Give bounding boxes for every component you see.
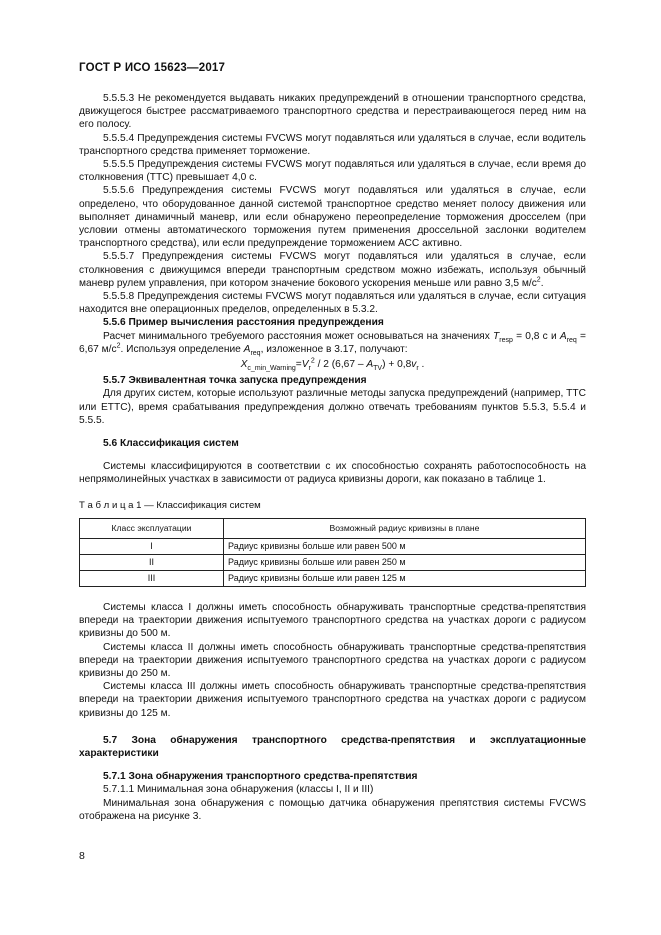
calc-t-symbol: T (493, 330, 500, 342)
calc-a2-sub: req (250, 349, 261, 357)
heading-5-6: 5.6 Классификация систем (103, 438, 239, 450)
table-cell-radius: Радиус кривизны больше или равен 500 м (224, 538, 586, 554)
paragraph-classification: Системы классифицируются в соответствии с их способностью сохранять работоспособность на непрямолинейных участках в зависимости от радиуса кривизны дороги, как показано в таблице 1. (79, 461, 586, 486)
table-cell-radius: Радиус кривизны больше или равен 125 м (224, 570, 586, 586)
calc-a-sub: req (566, 336, 577, 344)
formula-v-sub: r (308, 365, 311, 373)
calc-a-symbol: A (559, 330, 567, 342)
paragraph-5-5-5-7-sup: 2 (536, 276, 541, 284)
paragraph-5-5-5-7 (79, 250, 586, 290)
paragraph-5-5-5-6: 5.5.5.6 Предупреждения системы FVCWS могут подавляться или удаляться в случае, если определено, что оборудованное данной системой транспортное средство меняет полосу движения или выполняет динамичный маневр, или если обнаружено переопределение торможения дросселем (при условии отмены автоматического торможения путем применения дроссельной заслонки водителем транспортного средства), или если предупреждение торможением АСС активно. (79, 185, 586, 250)
calc-sup: 2 (116, 342, 121, 350)
document-header: ГОСТ Р ИСО 15623—2017 (79, 62, 226, 74)
heading-5-5-6: 5.5.6 Пример вычисления расстояния предупреждения (103, 317, 384, 329)
page-number: 8 (79, 850, 85, 862)
table-row (80, 538, 586, 554)
formula-v-sup: 2 (310, 357, 315, 365)
table-cell-class: I (80, 538, 224, 554)
paragraph-class-1: Системы класса I должны иметь способность обнаруживать транспортные средства-препятствия впереди на траектории движения испытуемого транспортного средства на участках дороги с радиусом кривизны до 500 м. (79, 601, 586, 640)
table-row (80, 554, 586, 570)
heading-5-7: 5.7 Зона обнаружения транспортного средства-препятствия и эксплуатационные характеристики (79, 734, 586, 759)
paragraph-min-zone: Минимальная зона обнаружения с помощью датчика обнаружения препятствия системы FVCWS отображена на рисунке 3. (79, 797, 586, 822)
paragraph-5-5-5-7-end: . (540, 277, 544, 289)
calc-text-4: . Используя определение (120, 343, 244, 355)
formula-a: A (366, 359, 374, 371)
paragraph-5-5-5-5: 5.5.5.5 Предупреждения системы FVCWS могут подавляться или удаляться в случае, если время до столкновения (ТТС) превышает 4,0 с. (79, 159, 586, 184)
formula-a-sub: TV (373, 365, 383, 373)
page-body (79, 92, 586, 823)
table-header-radius: Возможный радиус кривизны в плане (224, 518, 586, 538)
paragraph-class-3: Системы класса III должны иметь способность обнаруживать транспортные средства-препятствия впереди на траектории движения испытуемого транспортного средства на участках дороги с радиусом кривизны до 125 м. (79, 681, 586, 719)
heading-5-7-1: 5.7.1 Зона обнаружения транспортного средства-препятствия (103, 771, 418, 783)
table-header-class: Класс эксплуатации (80, 518, 224, 538)
formula-x: X (240, 359, 248, 371)
calc-text-2: = 0,8 с и (512, 330, 560, 342)
table-header-row (80, 518, 586, 538)
formula-eq: = (295, 359, 302, 371)
calc-text-1: Расчет минимального требуемого расстояния может основываться на значениях (103, 330, 494, 342)
paragraph-5-5-5-8: 5.5.5.8 Предупреждения системы FVCWS могут подавляться или удаляться в случае, если ситуация находится вне операционных пределов, определенных в 5.3.2. (79, 291, 586, 316)
formula-end: ) + 0,8 (382, 359, 412, 371)
table-cell-radius: Радиус кривизны больше или равен 250 м (224, 554, 586, 570)
formula (79, 358, 586, 371)
formula-vr-sub: r (416, 365, 419, 373)
table-cell-class: II (80, 554, 224, 570)
paragraph-5-5-5-3: 5.5.5.3 Не рекомендуется выдавать никаких предупреждений в отношении транспортного средства, движущегося быстрее рассматриваемого транспортного средства и перестраивающегося перед ним на его полосу. (79, 93, 586, 131)
paragraph-trigger: Для других систем, которые используют различные методы запуска предупреждений (например, ТТС или ЕТТС), время срабатывания предупреждения должно отвечать требованиям пунктов 5.5.3, 5.5.4 и 5.5.5. (79, 388, 586, 426)
formula-v: V (301, 359, 309, 371)
paragraph-5-5-5-4: 5.5.5.4 Предупреждения системы FVCWS могут подавляться или удаляться в случае, если водитель транспортного средства применяет торможение. (79, 132, 586, 157)
table-cell-class: III (80, 570, 224, 586)
formula-vr: v (411, 359, 417, 371)
table-row (80, 570, 586, 586)
calc-text-5: , изложенное в 3.17, получают: (260, 343, 408, 355)
formula-x-sub: c_min_Warning (247, 365, 296, 373)
calc-text-3: = 6,67 м/с (79, 330, 586, 355)
formula-dot: . (418, 359, 425, 371)
formula-mid: / 2 (6,67 – (314, 359, 367, 371)
paragraph-calc (79, 330, 586, 356)
calc-t-sub: resp (499, 336, 513, 344)
calc-a2-symbol: A (243, 343, 251, 355)
heading-5-5-7: 5.5.7 Эквивалентная точка запуска предупреждения (103, 375, 367, 387)
paragraph-5-7-1-1: 5.7.1.1 Минимальная зона обнаружения (классы I, II и III) (103, 784, 374, 796)
table-caption: Т а б л и ц а 1 — Классификация систем (79, 499, 261, 511)
classification-table (79, 518, 586, 587)
paragraph-5-5-5-7-text: 5.5.5.7 Предупреждения системы FVCWS могут подавляться или удаляться в случае, если столкновения с движущимся впереди транспортным средством можно избежать, используя обычный маневр рулем управления, при котором значение бокового ускорения меньше или равно 3,5 м/с (79, 251, 586, 289)
paragraph-class-2: Системы класса II должны иметь способность обнаруживать транспортные средства-препятствия впереди на траектории движения испытуемого транспортного средства на участках дороги с радиусом кривизны до 250 м. (79, 641, 586, 679)
